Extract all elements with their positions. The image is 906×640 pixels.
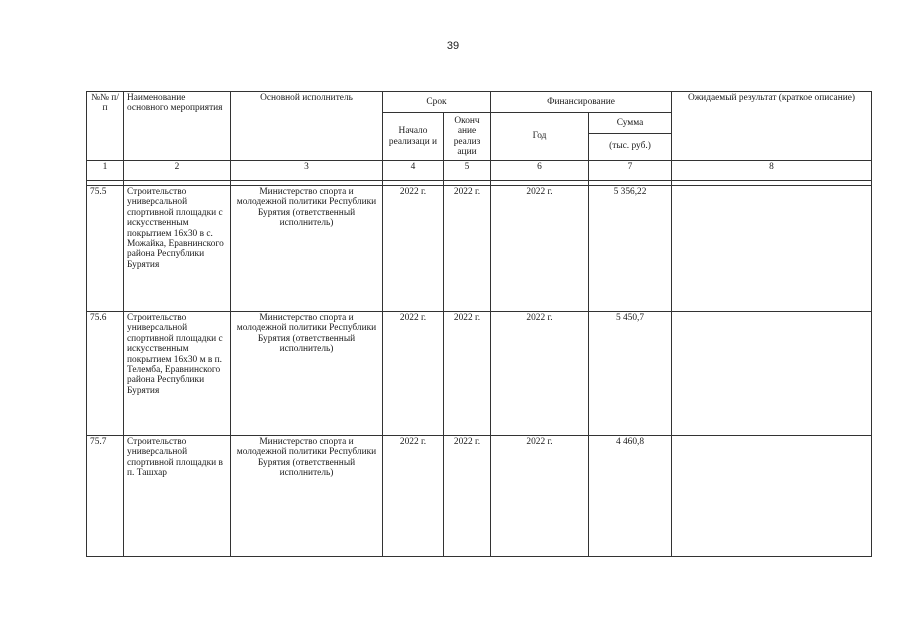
row-num: 75.7 [87,436,124,557]
activities-table [86,91,872,557]
row-start: 2022 г. [383,312,444,436]
row-sum: 4 460,8 [589,436,672,557]
row-end: 2022 г. [444,436,491,557]
header-year: Год [491,113,589,161]
header-executor: Основной исполнитель [231,92,383,161]
row-executor: Министерство спорта и молодежной политики Республики Бурятия (ответственный исполнитель) [231,436,383,557]
column-number: 3 [231,161,383,181]
row-start: 2022 г. [383,186,444,312]
row-name: Строительство универсальной спортивной площадки с искусственным покрытием 16х30 м в п. Телемба, Еравнинского района Республики Бурятия [124,312,231,436]
row-year: 2022 г. [491,312,589,436]
column-number: 4 [383,161,444,181]
column-number: 8 [672,161,872,181]
page-number: 39 [446,40,460,52]
header-term: Срок [383,92,491,113]
header-num: №№ п/п [87,92,124,161]
table-row [87,312,872,436]
header-sum-unit: (тыс. руб.) [609,141,651,151]
row-result [672,312,872,436]
header-name: Наименование основного мероприятия [124,92,231,161]
row-result [672,436,872,557]
column-number: 5 [444,161,491,181]
header-sum: Сумма [589,113,671,134]
row-end: 2022 г. [444,312,491,436]
row-year: 2022 г. [491,186,589,312]
header-row-1 [87,92,872,113]
header-financing: Финансирование [491,92,672,113]
column-number: 6 [491,161,589,181]
row-result [672,186,872,312]
row-start: 2022 г. [383,436,444,557]
row-num: 75.6 [87,312,124,436]
column-number: 2 [124,161,231,181]
header-result: Ожидаемый результат (краткое описание) [672,92,872,161]
column-number: 7 [589,161,672,181]
row-num: 75.5 [87,186,124,312]
row-sum: 5 356,22 [589,186,672,312]
row-name: Строительство универсальной спортивной площадки в п. Ташхар [124,436,231,557]
column-numbers-row [87,161,872,181]
row-executor: Министерство спорта и молодежной политики Республики Бурятия (ответственный исполнитель) [231,312,383,436]
table-row [87,186,872,312]
header-end: Оконч ание реализ ации [444,113,491,161]
column-number: 1 [87,161,124,181]
row-executor: Министерство спорта и молодежной политики Республики Бурятия (ответственный исполнитель) [231,186,383,312]
row-sum: 5 450,7 [589,312,672,436]
row-end: 2022 г. [444,186,491,312]
header-start: Начало реализаци и [383,113,444,161]
table-row [87,436,872,557]
row-name: Строительство универсальной спортивной площадки с искусственным покрытием 16х30 в с. Можайка, Еравнинского района Республики Бурятия [124,186,231,312]
header-sum-cell [589,113,672,161]
row-year: 2022 г. [491,436,589,557]
